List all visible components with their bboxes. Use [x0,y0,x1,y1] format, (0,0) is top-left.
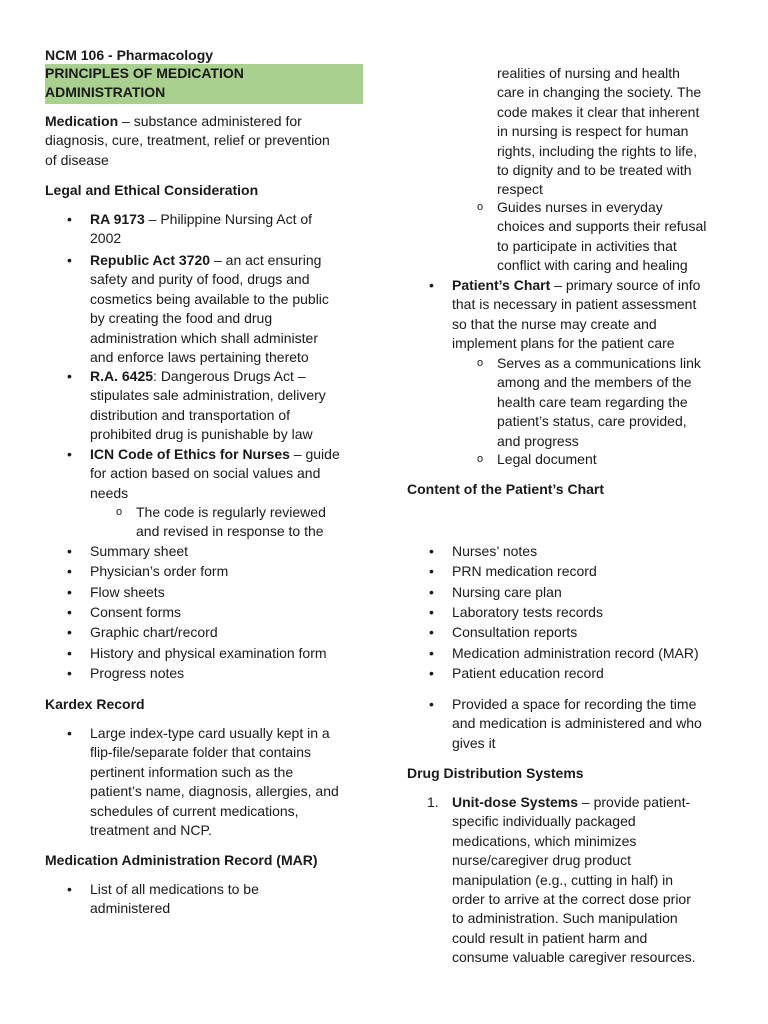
legal-item-icn: • ICN Code of Ethics for Nurses – guide for action based on social values and needs [90,445,340,503]
legal-heading: Legal and Ethical Consideration [45,182,259,198]
dds-heading: Drug Distribution Systems [407,765,584,781]
section-title-banner [45,64,363,104]
section-title-line-2: ADMINISTRATION [45,84,166,100]
chart-sub-communications: o Serves as a communications link among and the members of the health care team regarding the patient’s status, care provided, and progress [497,354,701,451]
icn-continued: realities of nursing and health care in changing the society. The code makes it clear that inherent in nursing is respect for human rights, including the rights to life, to dignity and to be treated with respect [497,65,702,198]
course-title: NCM 106 - Pharmacology [45,47,214,63]
content-heading: Content of the Patient’s Chart [407,481,605,497]
patients-chart-item: • Patient’s Chart – primary source of info that is necessary in patient assessment so that the nurse may create and implement plans for the patient care [452,276,700,354]
chart-sub-legal: o Legal document [497,450,597,469]
unit-dose-item: 1. Unit-dose Systems – provide patient- specific individually packaged medications, which minimizes nurse/caregiver drug product manipulation (e.g., cutting in half) in order to arrive at the correct dose prior to administration. Such manipulation could result in patient harm and consume valuable caregiver resources. [427,794,696,966]
legal-item-ra3720: • Republic Act 3720 – an act ensuring safety and purity of food, drugs and cosmetics being available to the public by creating the food and drug administration which shall administer and enforce laws pertaining thereto [90,251,329,367]
icn-sub-item: o The code is regularly reviewed and revised in response to the [136,503,326,542]
mar-heading: Medication Administration Record (MAR) [45,852,318,868]
chart-item-progress: • Progress notes [90,664,184,683]
mar-provided-item: • Provided a space for recording the time and medication is administered and who gives it [452,695,702,753]
chart-item-education: • Patient education record [452,664,604,683]
chart-item-graphic: • Graphic chart/record [90,623,218,642]
kardex-heading: Kardex Record [45,696,145,712]
medication-definition: Medication – substance administered for diagnosis, cure, treatment, relief or prevention of disease [45,113,330,168]
chart-item-lab-tests: • Laboratory tests records [452,603,603,622]
chart-item-summary: • Summary sheet [90,542,188,561]
chart-item-nurses-notes: • Nurses’ notes [452,542,537,561]
chart-item-flow-sheets: • Flow sheets [90,583,165,602]
kardex-item: • Large index-type card usually kept in a flip-file/separate folder that contains pertinent information such as the patient’s name, diagnosis, allergies, and schedules of current medications, treatment and NCP. [90,724,339,840]
chart-item-consultation: • Consultation reports [452,623,577,642]
chart-item-care-plan: • Nursing care plan [452,583,562,602]
mar-item: • List of all medications to be administered [90,880,259,919]
section-title-line-1: PRINCIPLES OF MEDICATION [45,65,244,81]
chart-item-consent: • Consent forms [90,603,181,622]
icn-sub-item-2: o Guides nurses in everyday choices and supports their refusal to participate in activities that conflict with caring and healing [497,198,706,276]
legal-item-ra9173: • RA 9173 – Philippine Nursing Act of 2002 [90,210,312,249]
chart-item-mar: • Medication administration record (MAR) [452,644,699,663]
chart-item-history: • History and physical examination form [90,644,327,663]
chart-item-prn: • PRN medication record [452,562,597,581]
chart-item-physician-order: • Physician’s order form [90,562,228,581]
legal-item-ra6425: • R.A. 6425: Dangerous Drugs Act – stipulates sale administration, delivery distribution and transportation of prohibited drug is punishable by law [90,367,326,445]
